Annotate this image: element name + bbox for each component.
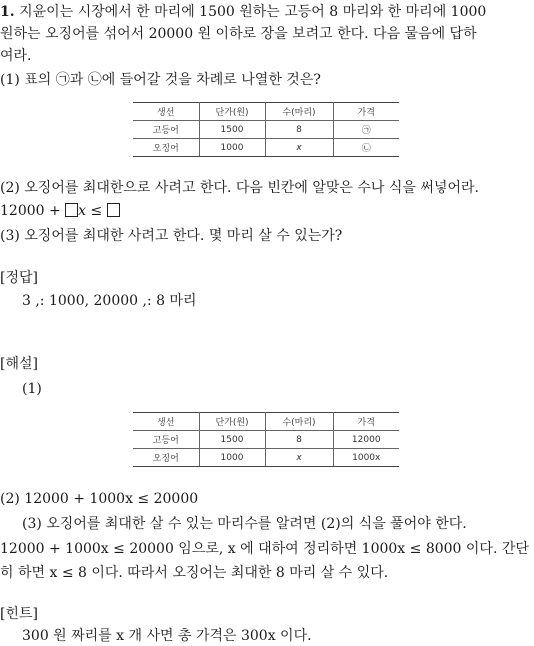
question-2: (2) 오징어를 최대한으로 사려고 한다. 다음 빈칸에 알맞은 수나 식을 써넣어라. [0, 180, 479, 196]
blank-box-2[interactable] [107, 203, 120, 217]
explanation-part-3-line-2: 12000 + 1000x ≤ 20000 임으로, x 에 대하여 정리하면 1000x ≤ 8000 이다. 간단 [0, 541, 529, 557]
table-header-cell: 단가(원) [199, 413, 265, 431]
table-header-cell: 단가(원) [199, 103, 265, 121]
table-header-cell: 생선 [133, 413, 199, 431]
table-cell: ㉡ [333, 139, 399, 157]
expr-le: ≤ [86, 203, 107, 219]
table-row [133, 121, 399, 139]
problem-line-2: 원하는 오징어를 섞어서 20000 원 이하로 장을 보려고 한다. 다음 물음에 답하 [0, 26, 477, 42]
table-cell: 8 [265, 121, 333, 139]
blank-box-1[interactable] [65, 203, 78, 217]
table-row [133, 431, 399, 449]
expr-variable: x [78, 203, 87, 219]
table-cell: x [265, 139, 333, 157]
table-fish-prices-solution [133, 412, 399, 467]
hint-label: [힌트] [0, 606, 38, 622]
table-header-cell: 수(마리) [265, 413, 333, 431]
table-header-cell: 가격 [333, 103, 399, 121]
explanation-part-3-line-1: (3) 오징어를 최대한 살 수 있는 마리수를 알려면 (2)의 식을 풀어야 한다. [22, 516, 467, 532]
table-fish-prices [133, 102, 399, 157]
table-cell: 1000 [199, 449, 265, 467]
table-cell: ㉠ [333, 121, 399, 139]
answer-text: 3 ,: 1000, 20000 ,: 8 마리 [22, 293, 197, 309]
table-header-row [133, 103, 399, 121]
table-cell: 고등어 [133, 431, 199, 449]
table-cell: 1000 [199, 139, 265, 157]
problem-line-3: 여라. [0, 48, 32, 64]
table-cell: 고등어 [133, 121, 199, 139]
table-header-cell: 수(마리) [265, 103, 333, 121]
problem-text-1: 지윤이는 시장에서 한 마리에 1500 원하는 고등어 8 마리와 한 마리에 1000 [14, 4, 487, 20]
question-3: (3) 오징어를 최대한 사려고 한다. 몇 마리 살 수 있는가? [0, 228, 343, 244]
explanation-part-1: (1) [22, 381, 42, 397]
table-header-row [133, 413, 399, 431]
table-cell: x [265, 449, 333, 467]
problem-number: 1. [0, 4, 15, 20]
table-cell: 오징어 [133, 449, 199, 467]
answer-label: [정답] [0, 270, 38, 286]
hint-text: 300 원 짜리를 x 개 사면 총 가격은 300x 이다. [22, 628, 312, 644]
explanation-part-2: (2) 12000 + 1000x ≤ 20000 [0, 491, 199, 507]
table-cell: 오징어 [133, 139, 199, 157]
table-cell: 1500 [199, 121, 265, 139]
expr-prefix: 12000 + [0, 203, 66, 219]
table-row [133, 449, 399, 467]
table-header-cell: 가격 [333, 413, 399, 431]
table-cell: 1500 [199, 431, 265, 449]
question-1: (1) 표의 ㉠과 ㉡에 들어갈 것을 차례로 나열한 것은? [0, 72, 321, 88]
table-cell: 8 [265, 431, 333, 449]
question-2-expression [0, 201, 120, 221]
explanation-part-3-line-3: 히 하면 x ≤ 8 이다. 따라서 오징어는 최대한 8 마리 살 수 있다. [0, 565, 389, 581]
table-cell: 12000 [333, 431, 399, 449]
table-cell: 1000x [333, 449, 399, 467]
problem-line-1 [0, 2, 486, 22]
table-row [133, 139, 399, 157]
explanation-label: [해설] [0, 356, 38, 372]
table-header-cell: 생선 [133, 103, 199, 121]
